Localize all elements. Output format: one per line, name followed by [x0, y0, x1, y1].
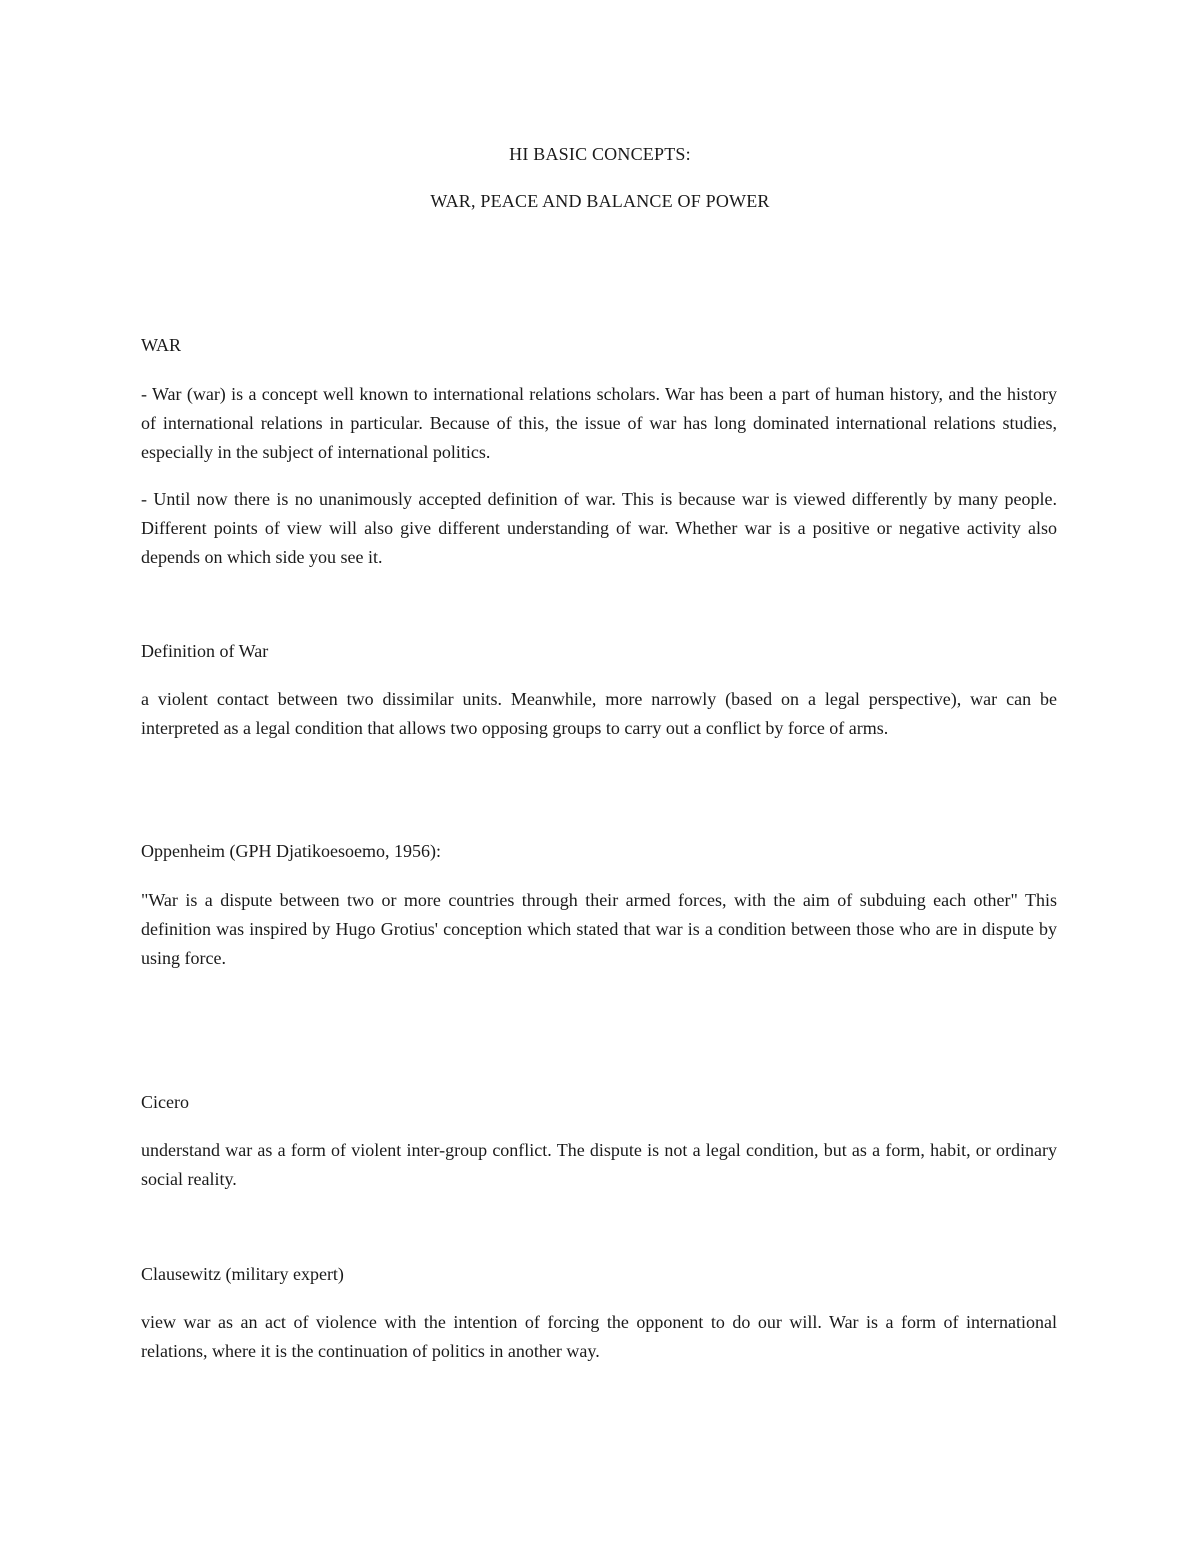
oppenheim-paragraph: "War is a dispute between two or more countries through their armed forces, with the aim of subduing each other" This definition was inspired by Hugo Grotius' conception which stated that war is a condition between those who are in dispute by using force. — [141, 890, 1057, 968]
definition-paragraph: a violent contact between two dissimilar units. Meanwhile, more narrowly (based on a legal perspective), war can be interpreted as a legal condition that allows two opposing groups to carry out a conflict by force of arms. — [141, 689, 1057, 738]
section-heading-clausewitz: Clausewitz (military expert) — [141, 1264, 344, 1284]
cicero-paragraph: understand war as a form of violent inter-group conflict. The dispute is not a legal condition, but as a form, habit, or ordinary social reality. — [141, 1140, 1057, 1189]
section-heading-definition: Definition of War — [141, 641, 269, 661]
war-paragraph-2: - Until now there is no unanimously accepted definition of war. This is because war is viewed differently by many people. Different points of view will also give different understanding of war. Whether war is a positive or negative activity also depends on which side you see it. — [141, 489, 1057, 567]
document-subtitle: WAR, PEACE AND BALANCE OF POWER — [430, 191, 770, 211]
clausewitz-paragraph: view war as an act of violence with the intention of forcing the opponent to do our will. War is a form of international relations, where it is the continuation of politics in another way. — [141, 1312, 1057, 1361]
section-heading-cicero: Cicero — [141, 1092, 189, 1112]
section-heading-war: WAR — [141, 335, 181, 355]
war-paragraph-1: - War (war) is a concept well known to international relations scholars. War has been a part of human history, and the history of international relations in particular. Because of this, the issue of war has long dominated international relations studies, especially in the subject of international politics. — [141, 384, 1057, 462]
section-heading-oppenheim: Oppenheim (GPH Djatikoesoemo, 1956): — [141, 841, 441, 861]
document-title: HI BASIC CONCEPTS: — [509, 144, 691, 164]
